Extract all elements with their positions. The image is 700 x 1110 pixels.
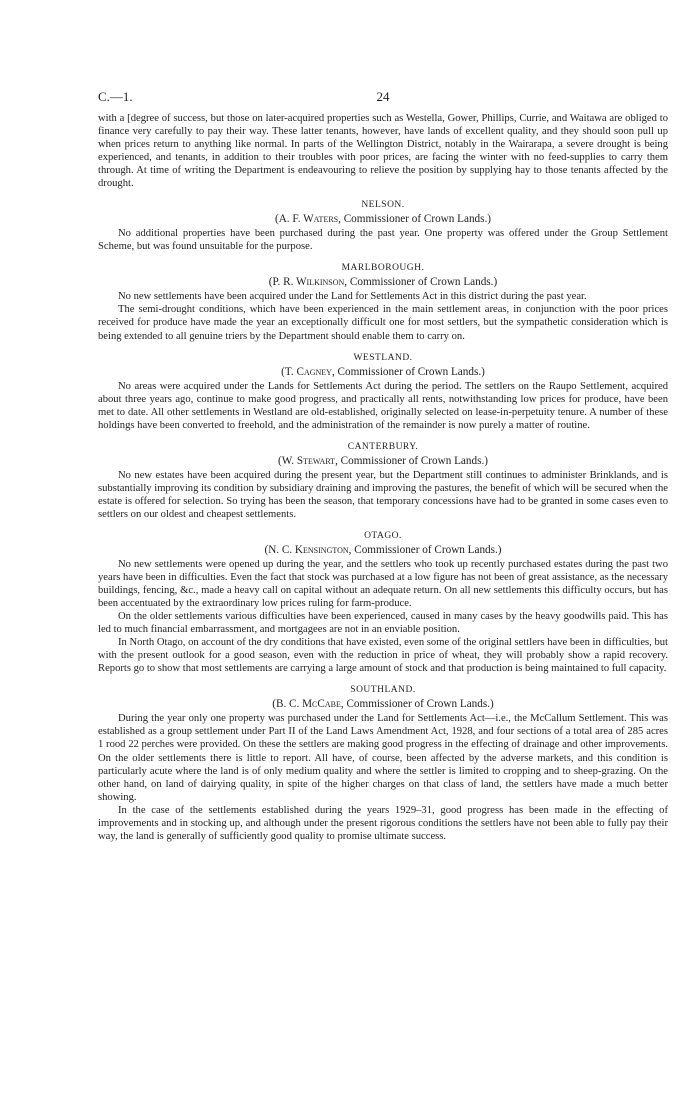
- commissioner-title: , Commissioner of Crown Lands.): [331, 365, 485, 378]
- commissioner-line: (N. C. Kensington, Commissioner of Crown Lands.): [264, 543, 502, 556]
- section-paragraph: No new settlements were opened up during the year, and the settlers who took up recently purchased estates during the past two years have been in difficulties. Even the fact that stock was purchased at a low figure has not been of great assistance, as the necessary buildings, fencing, &c., made a heavy call on capital without an adequate return. On all new settlements this difficulty occurs, but has been accentuated by the extraordinary low prices ruling for farm-produce.: [98, 558, 668, 610]
- commissioner-name: T. Cagney: [284, 365, 332, 378]
- intro-paragraph: with a [degree of success, but those on later-acquired properties such as Westella, Gower, Phillips, Currie, and Waitawa are obliged to finance very carefully to pay their way. These latter tenants, however, have lands of excellent quality, and they should soon pull up when prices return to anything like normal. In parts of the Wellington District, notably in the Wairarapa, a severe drought is being experienced, and tenants, in addition to their troubles with poor prices, are facing the winter with no feed-supplies to carry them through. At time of writing the Department is endeavouring to relieve the position by supplying hay to those tenants affected by the drought.: [98, 113, 668, 190]
- section-westland: [98, 352, 668, 432]
- commissioner-title: , Commissioner of Crown Lands.): [335, 454, 488, 467]
- section-paragraph: The semi-drought conditions, which have been experienced in the main settlement areas, in conjunction with the poor prices received for produce have made the year an exceptionally difficult one for most settlers, but the sympathetic consideration which is being extended to all genuine triers by the Department should enable them to carry on.: [98, 304, 668, 342]
- section-nelson: [98, 199, 668, 253]
- document-page: [98, 90, 668, 843]
- commissioner-title: , Commissioner of Crown Lands.): [340, 698, 494, 711]
- section-paragraph: No areas were acquired under the Lands for Settlements Act during the period. The settlers on the Raupo Settlement, acquired about three years ago, continue to make good progress, and practically all rents, notwithstanding low prices for produce, have been met to date. All other settlements in Westland are old-established, originally selected on lease-in-perpetuity tenure. A number of these holdings have been converted to freehold, and the administration of the remainder is now purely a matter of routine.: [98, 380, 668, 431]
- commissioner-title: , Commissioner of Crown Lands.): [338, 213, 492, 226]
- section-paragraph: No new settlements have been acquired under the Land for Settlements Act in this district during the past year.: [118, 291, 587, 303]
- section-paragraph: No additional properties have been purchased during the past year. One property was offered under the Group Settlement Scheme, but was found unsuitable for the purpose.: [98, 228, 668, 253]
- commissioner-name: P. R. Wilkinson: [272, 276, 345, 289]
- commissioner-title: , Commissioner of Crown Lands.): [344, 276, 498, 289]
- section-heading: SOUTHLAND.: [350, 685, 416, 696]
- commissioner-name: N. C. Kensington: [268, 543, 349, 556]
- section-canterbury: [98, 441, 668, 521]
- commissioner-title: , Commissioner of Crown Lands.): [348, 543, 502, 556]
- commissioner-name: B. C. McCabe: [275, 698, 341, 711]
- section-paragraph: In the case of the settlements established during the years 1929–31, good progress has been made in the effecting of improvements and in stocking up, and although under the present rigorous conditions the settlers have not been able to fully pay their way, the land is generally of sufficiently good quality to promise ultimate success.: [98, 804, 668, 842]
- section-otago: [98, 530, 668, 675]
- section-heading: NELSON.: [361, 200, 405, 211]
- commissioner-line: (T. Cagney, Commissioner of Crown Lands.): [281, 365, 485, 378]
- commissioner-line: (A. F. Waters, Commissioner of Crown Lands.): [274, 213, 492, 226]
- section-marlborough: [98, 262, 668, 342]
- section-southland: [98, 684, 668, 842]
- commissioner-line: (W. Stewart, Commissioner of Crown Lands.): [278, 454, 488, 467]
- page-number: 24: [376, 89, 390, 104]
- section-heading: WESTLAND.: [353, 352, 413, 363]
- section-heading: CANTERBURY.: [347, 441, 419, 452]
- section-paragraph: No new estates have been acquired during the present year, but the Department still continues to administer Brinklands, and is substantially improving its condition by subsidiary draining and improving the pastures, the benefit of which will be secured when the estate is offered for selection. So trying has been the season, that temporary concessions have had to be granted in some cases even to settlers on our oldest and cheapest settlements.: [98, 469, 668, 520]
- section-paragraph: In North Otago, on account of the dry conditions that have existed, even some of the original settlers have been in difficulties, but with the present outlook for a good season, even with the reduction in price of wheat, they will probably show a rapid recovery. Reports go to show that most settlements are carrying a large amount of stock and that production is being maintained to full capacity.: [98, 637, 668, 675]
- section-heading: OTAGO.: [364, 530, 402, 541]
- page-header: [98, 90, 668, 112]
- commissioner-name: A. F. Waters: [278, 213, 339, 226]
- document-reference: C.—1.: [98, 89, 133, 104]
- commissioner-line: (B. C. McCabe, Commissioner of Crown Lands.): [272, 698, 494, 711]
- section-paragraph: During the year only one property was purchased under the Land for Settlements Act—i.e., the McCallum Settlement. This was established as a group settlement under Part II of the Land Laws Amendment Act, 1928, and four sections of a total area of 285 acres 1 rood 22 perches were provided. On these the settlers are making good progress in the effecting of drainage and other improvements. On the older settlements there is little to report. All have, of course, been affected by the adverse markets, and this condition is particularly acute where the land is of only medium quality and where the settler is limited to cropping and to sheep-grazing. On the other hand, on land of dairying quality, in spite of the higher charges on that class of land, the settlers have made a much better showing.: [98, 713, 668, 803]
- commissioner-line: (P. R. Wilkinson, Commissioner of Crown Lands.): [268, 276, 498, 289]
- section-heading: MARLBOROUGH.: [341, 263, 425, 274]
- commissioner-name: W. Stewart: [281, 454, 336, 467]
- section-paragraph: On the older settlements various difficulties have been experienced, caused in many cases by the heavy goodwills paid. This has led to much financial embarrassment, and mortgagees are not in an enviable position.: [98, 611, 668, 636]
